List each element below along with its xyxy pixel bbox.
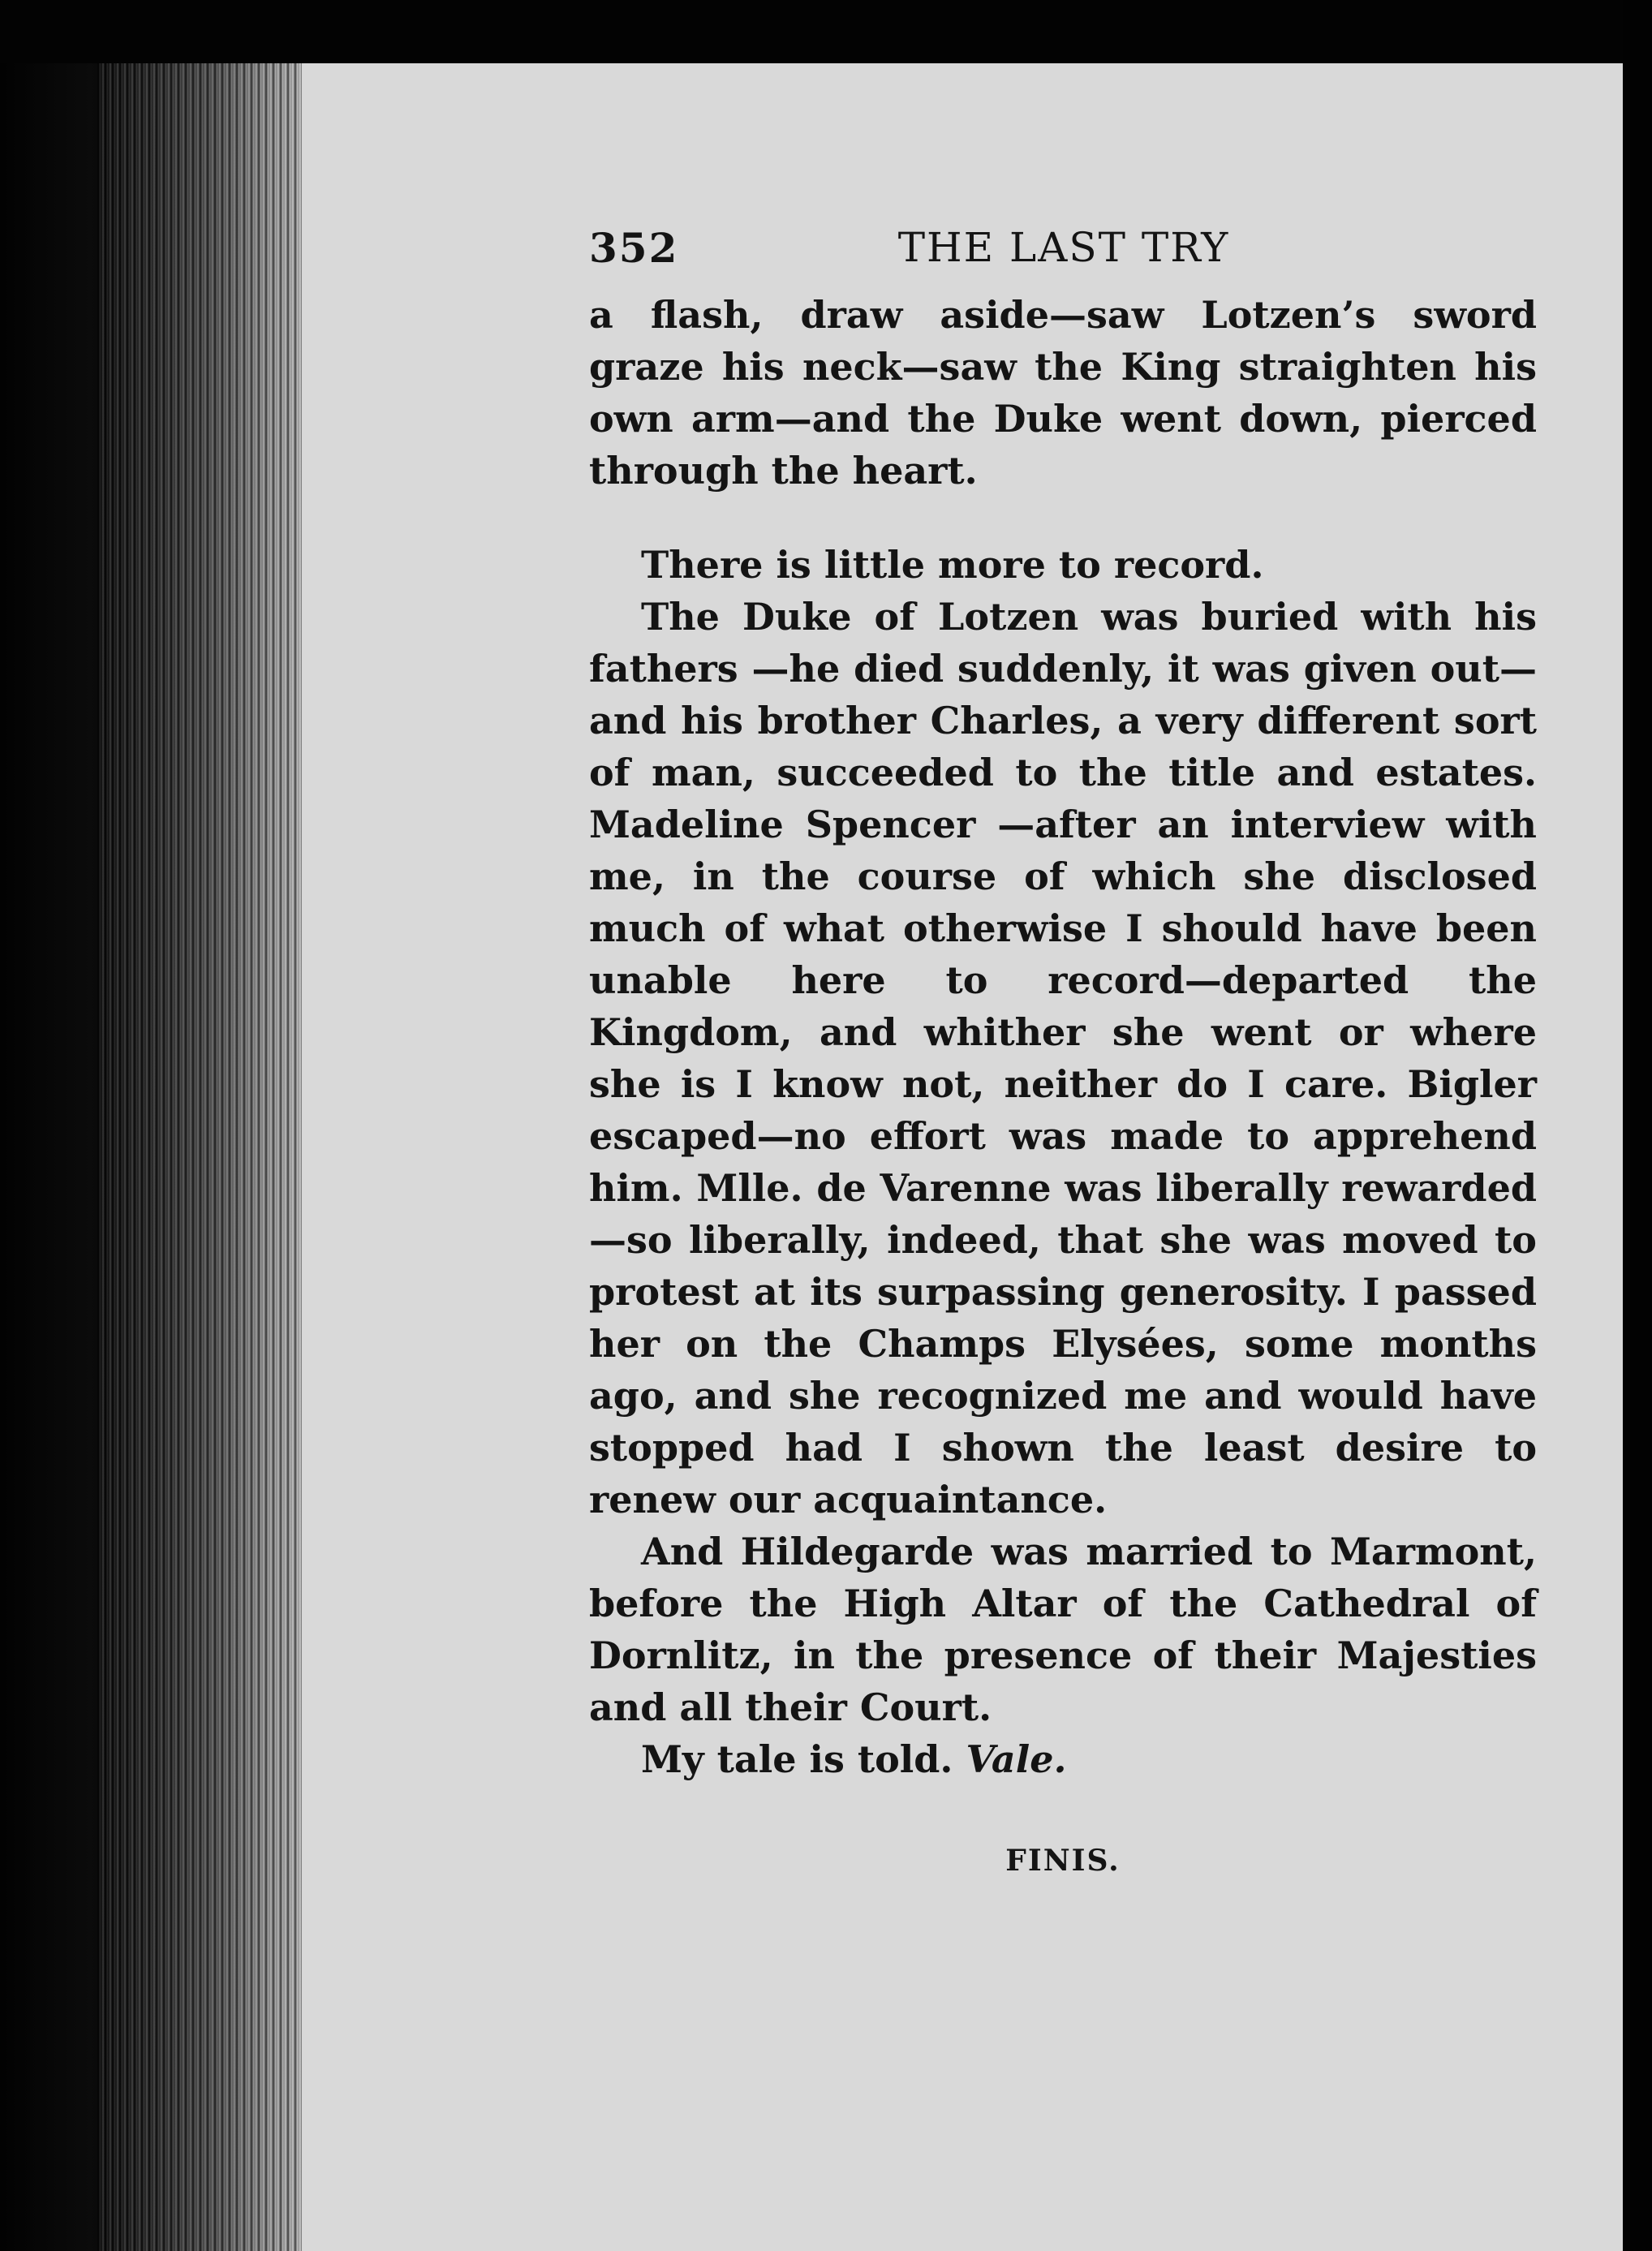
finis-mark: FINIS. (1005, 1844, 1121, 1878)
scan-top-border (0, 0, 1652, 63)
paragraph: There is little more to record. (641, 543, 1264, 587)
paragraph: And Hildegarde was married to Marmont, before the High Altar of the Cathedral of Dornlitz, in the presence of their Majesties and all their Court. (589, 1530, 1537, 1729)
book-spine-edge (97, 63, 316, 2251)
body-text (589, 289, 1537, 1785)
running-head (589, 224, 1538, 289)
closing-paragraph (589, 1733, 1537, 1785)
page-number: 352 (589, 224, 679, 272)
paragraph: The Duke of Lotzen was buried with his fathers —he died suddenly, it was given out—and his brother Charles, a very different sort of man, succeeded to the title and estates. Madeline Spencer —after an interview with me, in the course of which she disclosed much of what otherwise I should have been unable here to record—departed the Kingdom, and whither she went or where she is I know not, neither do I care. Bigler escaped—no effort was made to apprehend him. Mlle. de Varenne was liberally rewarded—so liberally, indeed, that she was moved to protest at its surpassing generosity. I passed her on the Champs Elysées, some months ago, and she recognized me and would have stopped had I shown the least desire to renew our acquaintance. (589, 595, 1537, 1521)
page-content (589, 224, 1652, 1878)
closing-vale: Vale. (966, 1737, 1067, 1781)
closing-text: My tale is told. (641, 1737, 953, 1781)
running-head-title: THE LAST TRY (897, 224, 1230, 271)
paragraph-continuation: a flash, draw aside—saw Lotzen’s sword graze his neck—saw the King straighten his own arm—and the Duke went down, pierced through the heart. (589, 293, 1537, 493)
page-paper (302, 63, 1623, 2251)
